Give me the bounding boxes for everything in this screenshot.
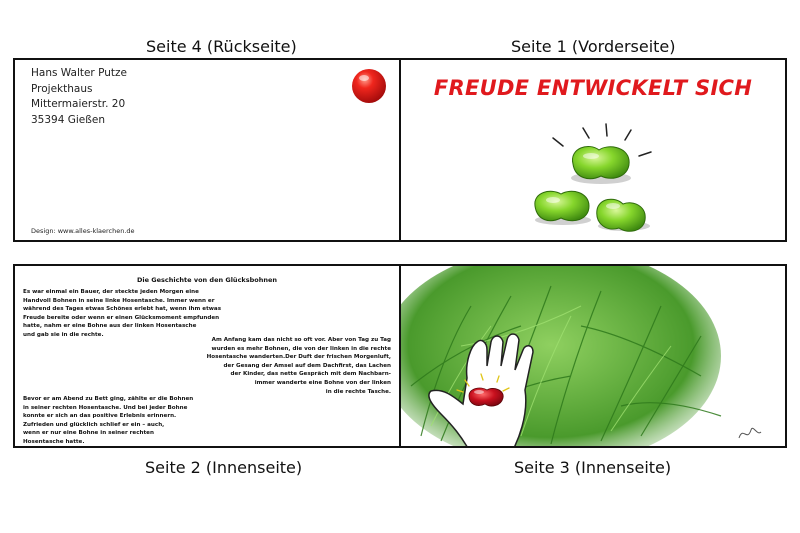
headline: FREUDE ENTWICKELT SICH — [433, 76, 753, 100]
story-line: der Kinder, das nette Gespräch mit dem Nachbarn- — [230, 371, 391, 378]
bean-left-icon — [535, 191, 589, 220]
story-paragraph-2 — [207, 336, 391, 396]
story-line: in seiner rechten Hosentasche. Und bei jeder Bohne — [23, 404, 188, 411]
story-paragraph-1 — [23, 288, 221, 340]
panel-illustration-page — [399, 264, 787, 448]
caption-page1: Seite 1 (Vorderseite) — [511, 37, 676, 56]
story-line: wurden es mehr Bohnen, die von der linken in die rechte — [211, 345, 391, 352]
caption-page3: Seite 3 (Innenseite) — [514, 458, 672, 477]
panel-back-page — [13, 58, 401, 242]
story-line: der Gesang der Amsel auf dem Dachfirst, das Lachen — [223, 362, 391, 369]
green-beans-illustration — [401, 60, 787, 242]
story-title: Die Geschichte von den Glücksbohnen — [136, 276, 278, 284]
story-line: Zufrieden und glücklich schlief er ein – auch, — [23, 421, 165, 428]
story-line: Hosentasche wanderten.Der Duft der frischen Morgenluft, — [206, 354, 391, 361]
story-line: Es war einmal ein Bauer, der steckte jeden Morgen eine — [23, 289, 199, 295]
panel-story-page — [13, 264, 401, 448]
address-line: Mittermaierstr. 20 — [31, 98, 126, 110]
bean-top-icon — [572, 146, 629, 178]
address-line: Projekthaus — [31, 82, 93, 95]
story-line: in die rechte Tasche. — [325, 388, 391, 395]
design-credit: Design: www.alles-klaerchen.de — [31, 227, 135, 235]
address-line: Hans Walter Putze — [31, 67, 127, 79]
story-line: wenn er nur eine Bohne in seiner rechten — [23, 430, 154, 437]
bean-right-icon — [597, 199, 645, 231]
signature-icon — [739, 428, 761, 438]
caption-page2: Seite 2 (Innenseite) — [145, 458, 303, 477]
red-ball-logo-icon — [349, 66, 389, 106]
story-line: Hosentasche hatte. — [23, 438, 85, 445]
story-line: immer wanderte eine Bohne von der linken — [254, 379, 391, 386]
address-block — [31, 66, 127, 128]
story-line: Freude bereite oder wenn er einen Glücksmoment empfunden — [23, 314, 220, 321]
story-line: während des Tages etwas Schönes erlebt hat, wenn ihm etwas — [23, 306, 222, 313]
story-line: Handvoll Bohnen in seine linke Hosentasche. Immer wenn er — [23, 297, 215, 304]
story-line: Am Anfang kam das nicht so oft vor. Aber von Tag zu Tag — [211, 337, 391, 343]
address-line: 35394 Gießen — [31, 113, 105, 126]
story-paragraph-3 — [23, 395, 193, 447]
hand-with-bean-illustration — [401, 266, 787, 448]
caption-page4: Seite 4 (Rückseite) — [146, 37, 297, 56]
panel-front-page — [399, 58, 787, 242]
red-bean-icon — [469, 388, 503, 406]
story-line: hatte, nahm er eine Bohne aus der linken Hosentasche — [23, 323, 197, 330]
story-line: und gab sie in die rechte. — [23, 331, 104, 338]
story-line: Bevor er am Abend zu Bett ging, zählte er die Bohnen — [23, 396, 194, 402]
story-line: konnte er sich an das positive Erlebnis erinnern. — [23, 413, 177, 420]
